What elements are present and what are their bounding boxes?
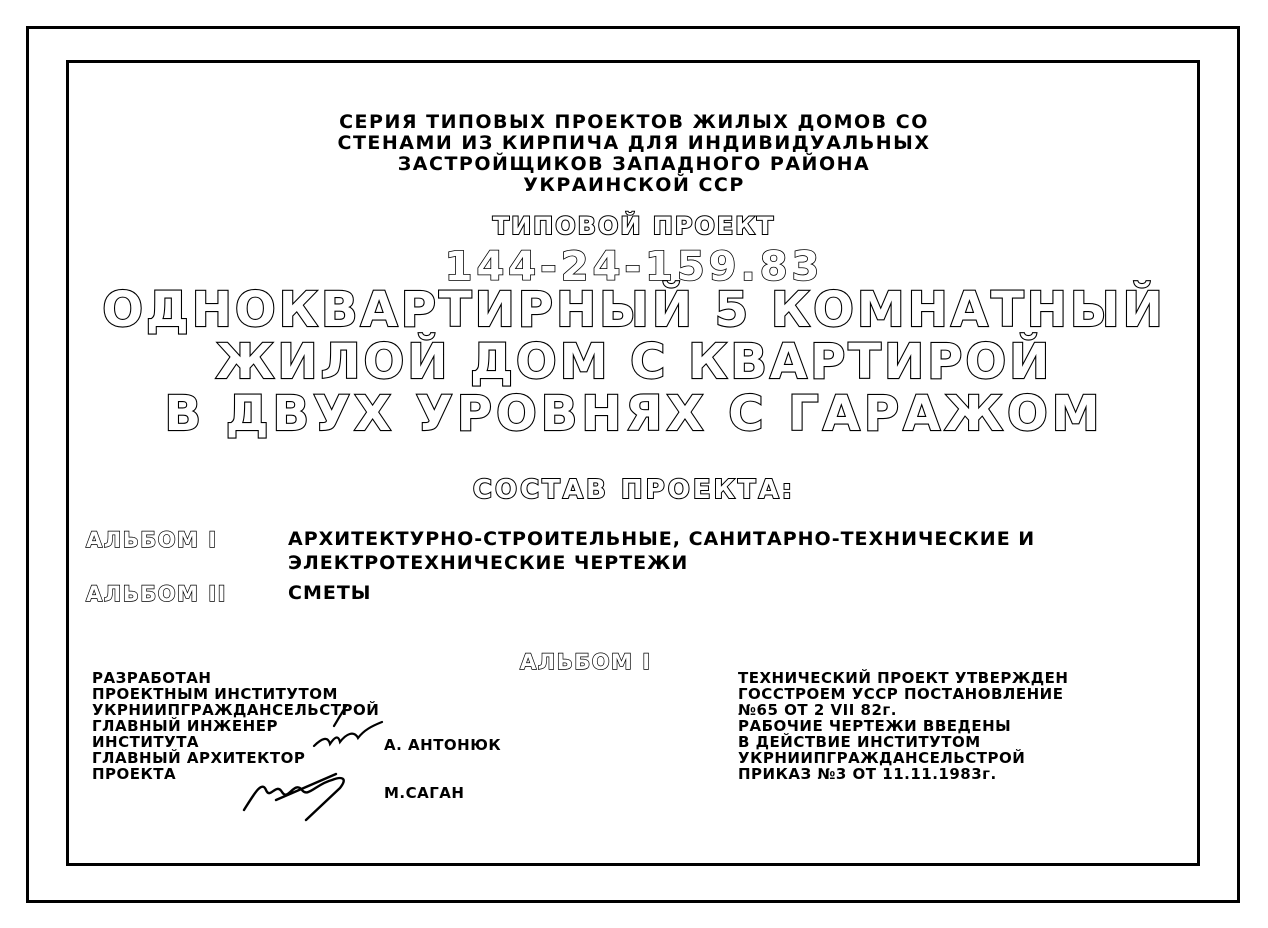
developer-line: ПРОЕКТА — [92, 765, 177, 783]
album-1-label: АЛЬБОМ I — [86, 528, 218, 552]
project-type-label: ТИПОВОЙ ПРОЕКТ — [492, 212, 776, 240]
approval-line: В ДЕЙСТВИЕ ИНСТИТУТОМ — [738, 733, 981, 751]
series-line: СЕРИЯ ТИПОВЫХ ПРОЕКТОВ ЖИЛЫХ ДОМОВ СО — [339, 111, 929, 133]
developer-line: ГЛАВНЫЙ ИНЖЕНЕР — [92, 717, 278, 735]
approval-block — [738, 670, 1068, 782]
series-header — [0, 112, 1268, 196]
chief-architect-signature — [236, 754, 376, 824]
album-2-line-1: СМЕТЫ — [288, 582, 372, 604]
project-title-line-1: ОДНОКВАРТИРНЫЙ 5 КОМНАТНЫЙ — [102, 282, 1166, 338]
series-line: УКРАИНСКОЙ ССР — [523, 174, 745, 196]
developer-line: ГЛАВНЫЙ АРХИТЕКТОР — [92, 749, 306, 767]
current-album-label: АЛЬБОМ I — [520, 650, 652, 674]
composition-heading: СОСТАВ ПРОЕКТА: — [472, 475, 796, 505]
approval-line: ПРИКАЗ №3 ОТ 11.11.1983г. — [738, 765, 997, 783]
developer-line: ПРОЕКТНЫМ ИНСТИТУТОМ — [92, 685, 338, 703]
approval-line: ГОССТРОЕМ УССР ПОСТАНОВЛЕНИЕ — [738, 685, 1064, 703]
album-1-line-2: ЭЛЕКТРОТЕХНИЧЕСКИЕ ЧЕРТЕЖИ — [288, 552, 689, 574]
developer-line: РАЗРАБОТАН — [92, 669, 212, 687]
developer-line: УКРНИИПГРАЖДАНСЕЛЬСТРОЙ — [92, 701, 380, 719]
album-1-line-1: АРХИТЕКТУРНО-СТРОИТЕЛЬНЫЕ, САНИТАРНО-ТЕХНИЧЕСКИЕ И — [288, 528, 1036, 550]
chief-engineer-signature — [300, 700, 390, 760]
approval-line: ТЕХНИЧЕСКИЙ ПРОЕКТ УТВЕРЖДЕН — [738, 669, 1069, 687]
approval-line: РАБОЧИЕ ЧЕРТЕЖИ ВВЕДЕНЫ — [738, 717, 1012, 735]
developer-line: ИНСТИТУТА — [92, 733, 200, 751]
series-line: ЗАСТРОЙЩИКОВ ЗАПАДНОГО РАЙОНА — [397, 153, 871, 175]
project-title-line-2: ЖИЛОЙ ДОМ С КВАРТИРОЙ — [215, 334, 1053, 390]
project-number: 144-24-159.83 — [444, 244, 824, 290]
approval-line: УКРНИИПГРАЖДАНСЕЛЬСТРОЙ — [738, 749, 1026, 767]
series-line: СТЕНАМИ ИЗ КИРПИЧА ДЛЯ ИНДИВИДУАЛЬНЫХ — [337, 132, 931, 154]
album-2-label: АЛЬБОМ II — [86, 582, 227, 606]
chief-architect-name: М.САГАН — [384, 784, 465, 802]
project-title-line-3: В ДВУХ УРОВНЯХ С ГАРАЖОМ — [164, 386, 1104, 442]
approval-line: №65 ОТ 2 VII 82г. — [738, 701, 897, 719]
chief-engineer-name: А. АНТОНЮК — [384, 736, 502, 754]
